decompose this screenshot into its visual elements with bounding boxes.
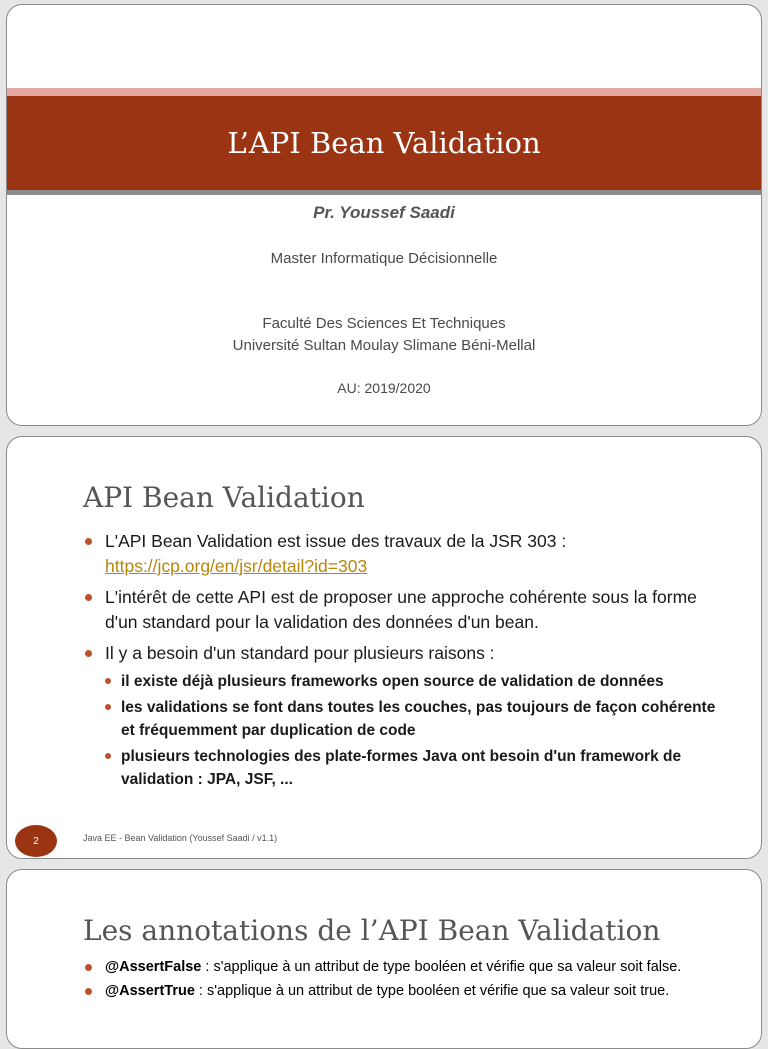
bullet-list bbox=[83, 529, 731, 797]
annotation-desc: : s'applique à un attribut de type booléen et vérifie que sa valeur soit false. bbox=[201, 959, 682, 975]
bullet-text: Il y a besoin d'un standard pour plusieurs raisons : bbox=[105, 643, 495, 663]
jsr-link[interactable]: https://jcp.org/en/jsr/detail?id=303 bbox=[105, 556, 368, 576]
list-item bbox=[83, 585, 731, 635]
university-name: Université Sultan Moulay Slimane Béni-Mellal bbox=[232, 337, 536, 354]
list-item bbox=[83, 982, 731, 1000]
slide-heading: Les annotations de l’API Bean Validation bbox=[83, 914, 661, 947]
list-item bbox=[83, 641, 731, 791]
faculty-name: Faculté Des Sciences Et Techniques bbox=[262, 315, 506, 332]
sub-bullet-list bbox=[105, 670, 731, 791]
content-slide-api-bean-validation bbox=[6, 436, 762, 859]
title-band bbox=[7, 96, 761, 190]
slide-footer: Java EE - Bean Validation (Youssef Saadi / v1.1) bbox=[83, 833, 278, 843]
annotation-name: @AssertTrue bbox=[105, 983, 195, 999]
sub-list-item: il existe déjà plusieurs frameworks open source de validation de données bbox=[105, 670, 731, 693]
sub-list-item: les validations se font dans toutes les couches, pas toujours de façon cohérente et fréquemment par duplication de code bbox=[105, 696, 731, 742]
content-slide-annotations bbox=[6, 869, 762, 1049]
list-item bbox=[83, 958, 731, 976]
title-band-top-stripe bbox=[7, 88, 761, 96]
slide-heading: API Bean Validation bbox=[83, 481, 365, 514]
annotation-desc: : s'applique à un attribut de type booléen et vérifie que sa valeur soit true. bbox=[194, 983, 670, 999]
bullet-list bbox=[83, 958, 731, 1006]
program-name: Master Informatique Décisionnelle bbox=[270, 250, 498, 267]
list-item bbox=[83, 529, 731, 579]
academic-year: AU: 2019/2020 bbox=[337, 380, 431, 396]
sub-list-item: plusieurs technologies des plate-formes Java ont besoin d'un framework de validation : JPA, JSF, ... bbox=[105, 745, 731, 791]
page-number-badge: 2 bbox=[15, 825, 57, 857]
author-name: Pr. Youssef Saadi bbox=[313, 203, 455, 222]
slide-title: L’API Bean Validation bbox=[227, 126, 541, 160]
bullet-text: L'intérêt de cette API est de proposer une approche cohérente sous la forme d'un standard pour la validation des données d'un bean. bbox=[105, 587, 697, 632]
annotation-name: @AssertFalse bbox=[105, 959, 202, 975]
title-band-bottom-stripe bbox=[7, 190, 761, 195]
bullet-text: L'API Bean Validation est issue des travaux de la JSR 303 : bbox=[105, 531, 567, 551]
title-slide bbox=[6, 4, 762, 426]
